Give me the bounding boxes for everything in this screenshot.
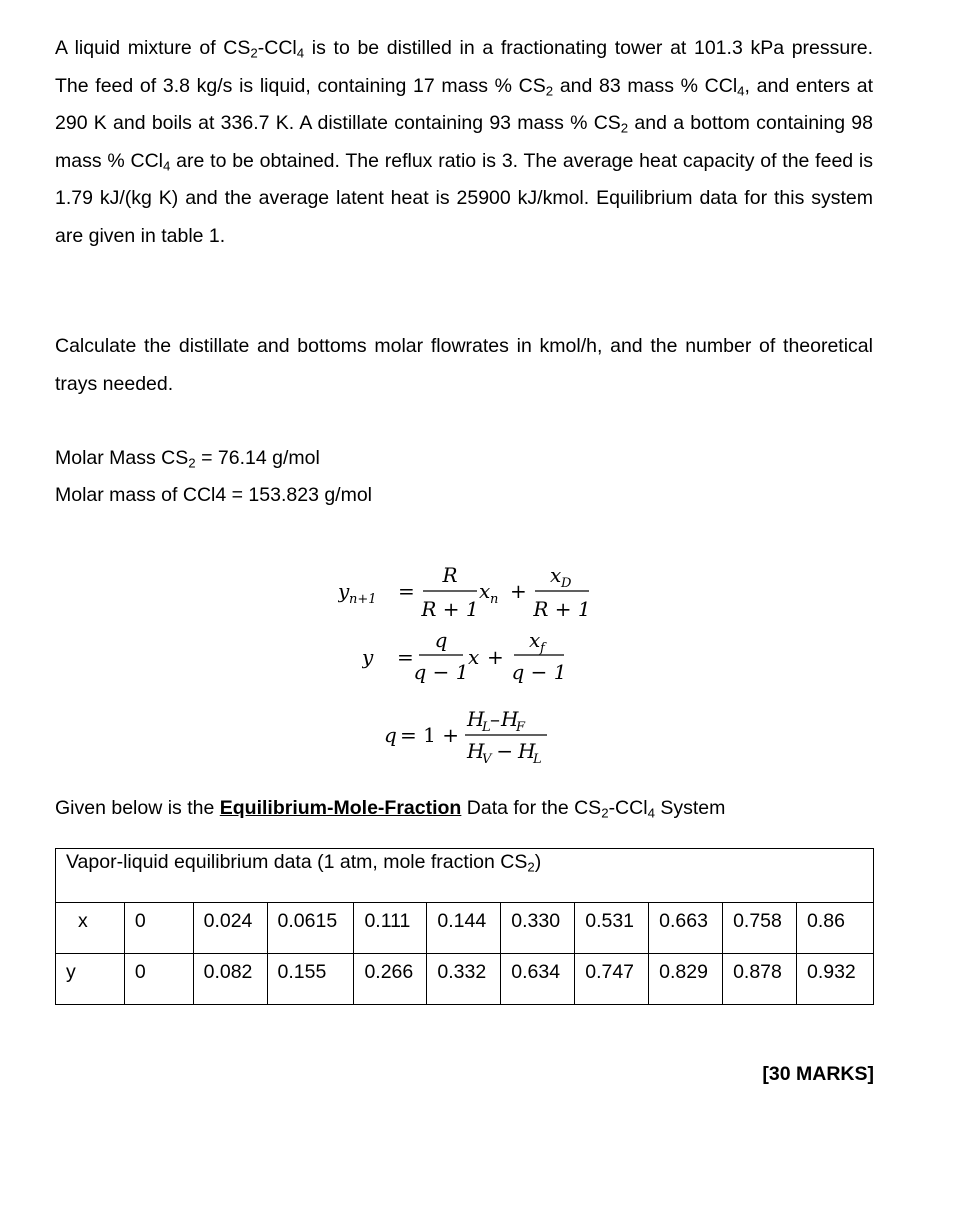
table-cell: 0.634 xyxy=(501,954,575,1005)
table-cell: 0.082 xyxy=(193,954,267,1005)
eq3-num-b: H xyxy=(501,707,519,731)
eq2-term: x xyxy=(468,645,480,669)
eq1-plus: + xyxy=(510,579,527,603)
molar-mass-ccl4: Molar mass of CCl4 = 153.823 g/mol xyxy=(55,484,373,506)
table-cell: 0.829 xyxy=(649,954,723,1005)
eq2-f2-den: q − 1 xyxy=(511,660,567,684)
table-intro: Given below is the Equilibrium-Mole-Fraction Data for the $CS_2-CCl_4$ System xyxy=(55,797,726,821)
marks-label: [30 MARKS] xyxy=(762,1063,874,1085)
rectifying-line-equation xyxy=(338,552,618,622)
table-cell: 0.155 xyxy=(267,954,354,1005)
molar-mass-cs2: Molar Mass $CS_2 = 76.14$ g/mol xyxy=(55,447,320,471)
table-cell: 0.932 xyxy=(796,954,873,1005)
table-cell: 0.531 xyxy=(575,903,649,954)
eq2-f1-num: q xyxy=(434,628,448,652)
problem-statement: A liquid mixture of $CS_2-CCl_4$ is to be distilled in a fractionating tower at 101.3 kPa pressure. The feed of 3.8 kg/s is liquid, containing 17 mass % $CS_2$ and 83 mass % CCl$_4$, and enters at 290 K and boils at 336.7 K. A distillate containing 93 mass % $CS_2$ and a bottom containing 98 mass % CCl$_4$ are to be obtained. The reflux ratio is 3. The average heat capacity of the feed is 1.79 kJ/(kg K) and the average latent heat is 25900 kJ/kmol. Equilibrium data for this system are given in table 1. xyxy=(55,37,874,247)
eq3-num-minus: – xyxy=(490,707,500,731)
table-cell: 0 xyxy=(124,903,193,954)
eq3-num-b-sub: F xyxy=(516,720,526,735)
eq1-lhs-sub: n+1 xyxy=(349,592,377,607)
eq3-num-a: H xyxy=(467,707,485,731)
eq2-lhs: y xyxy=(362,645,374,669)
eq1-f2-num-sub: D xyxy=(561,576,572,591)
eq3-den-a: H xyxy=(467,739,485,763)
eq2-f2-num: x xyxy=(529,628,541,652)
table-row-x xyxy=(56,903,874,954)
table-cell: 0.758 xyxy=(723,903,797,954)
table-cell: 0 xyxy=(124,954,193,1005)
table-cell: 0.266 xyxy=(354,954,427,1005)
table-cell: 0.024 xyxy=(193,903,267,954)
table-cell: 0.663 xyxy=(649,903,723,954)
table-cell: 0.332 xyxy=(427,954,501,1005)
eq1-term-sub: n xyxy=(490,592,499,607)
eq3-den-b: H xyxy=(518,739,536,763)
vle-data-table xyxy=(55,848,874,1005)
row-label-x: x xyxy=(56,903,125,954)
eq1-f2-num: x xyxy=(550,563,562,587)
table-intro-emphasis: Equilibrium-Mole-Fraction xyxy=(219,797,462,819)
eq2-plus: + xyxy=(487,645,504,669)
eq2-f1-den: q − 1 xyxy=(413,660,469,684)
eq3-num-a-sub: L xyxy=(482,720,491,735)
eq1-equals: = xyxy=(398,579,415,603)
table-cell: 0.0615 xyxy=(267,903,354,954)
q-definition-equation xyxy=(384,700,584,770)
row-label-y: y xyxy=(56,954,125,1005)
table-cell: 0.878 xyxy=(723,954,797,1005)
task-statement: Calculate the distillate and bottoms molar flowrates in kmol/h, and the number of theoretical trays needed. xyxy=(55,335,873,395)
table-caption: Vapor-liquid equilibrium data (1 atm, mole fraction $CS_2$) xyxy=(56,849,874,903)
eq1-f2-den: R + 1 xyxy=(533,597,591,621)
table-cell: 0.330 xyxy=(501,903,575,954)
table-cell: 0.111 xyxy=(354,903,427,954)
eq2-f2-num-sub: f xyxy=(540,641,545,656)
table-row-y xyxy=(56,954,874,1005)
table-cell: 0.747 xyxy=(575,954,649,1005)
eq3-lhs: q xyxy=(384,723,397,747)
table-cell: 0.144 xyxy=(427,903,501,954)
eq1-f1-den: R + 1 xyxy=(421,597,479,621)
eq1-lhs: y xyxy=(338,579,350,603)
eq1-term: x xyxy=(479,579,491,603)
eq3-eq: = 1 + xyxy=(400,723,459,747)
q-line-equation xyxy=(362,624,582,684)
eq3-den-a-sub: V xyxy=(482,752,492,767)
eq1-f1-num: R xyxy=(442,563,458,587)
eq3-den-minus: − xyxy=(490,739,520,763)
eq2-equals: = xyxy=(397,645,414,669)
eq3-den-b-sub: L xyxy=(533,752,542,767)
table-cell: 0.86 xyxy=(796,903,873,954)
